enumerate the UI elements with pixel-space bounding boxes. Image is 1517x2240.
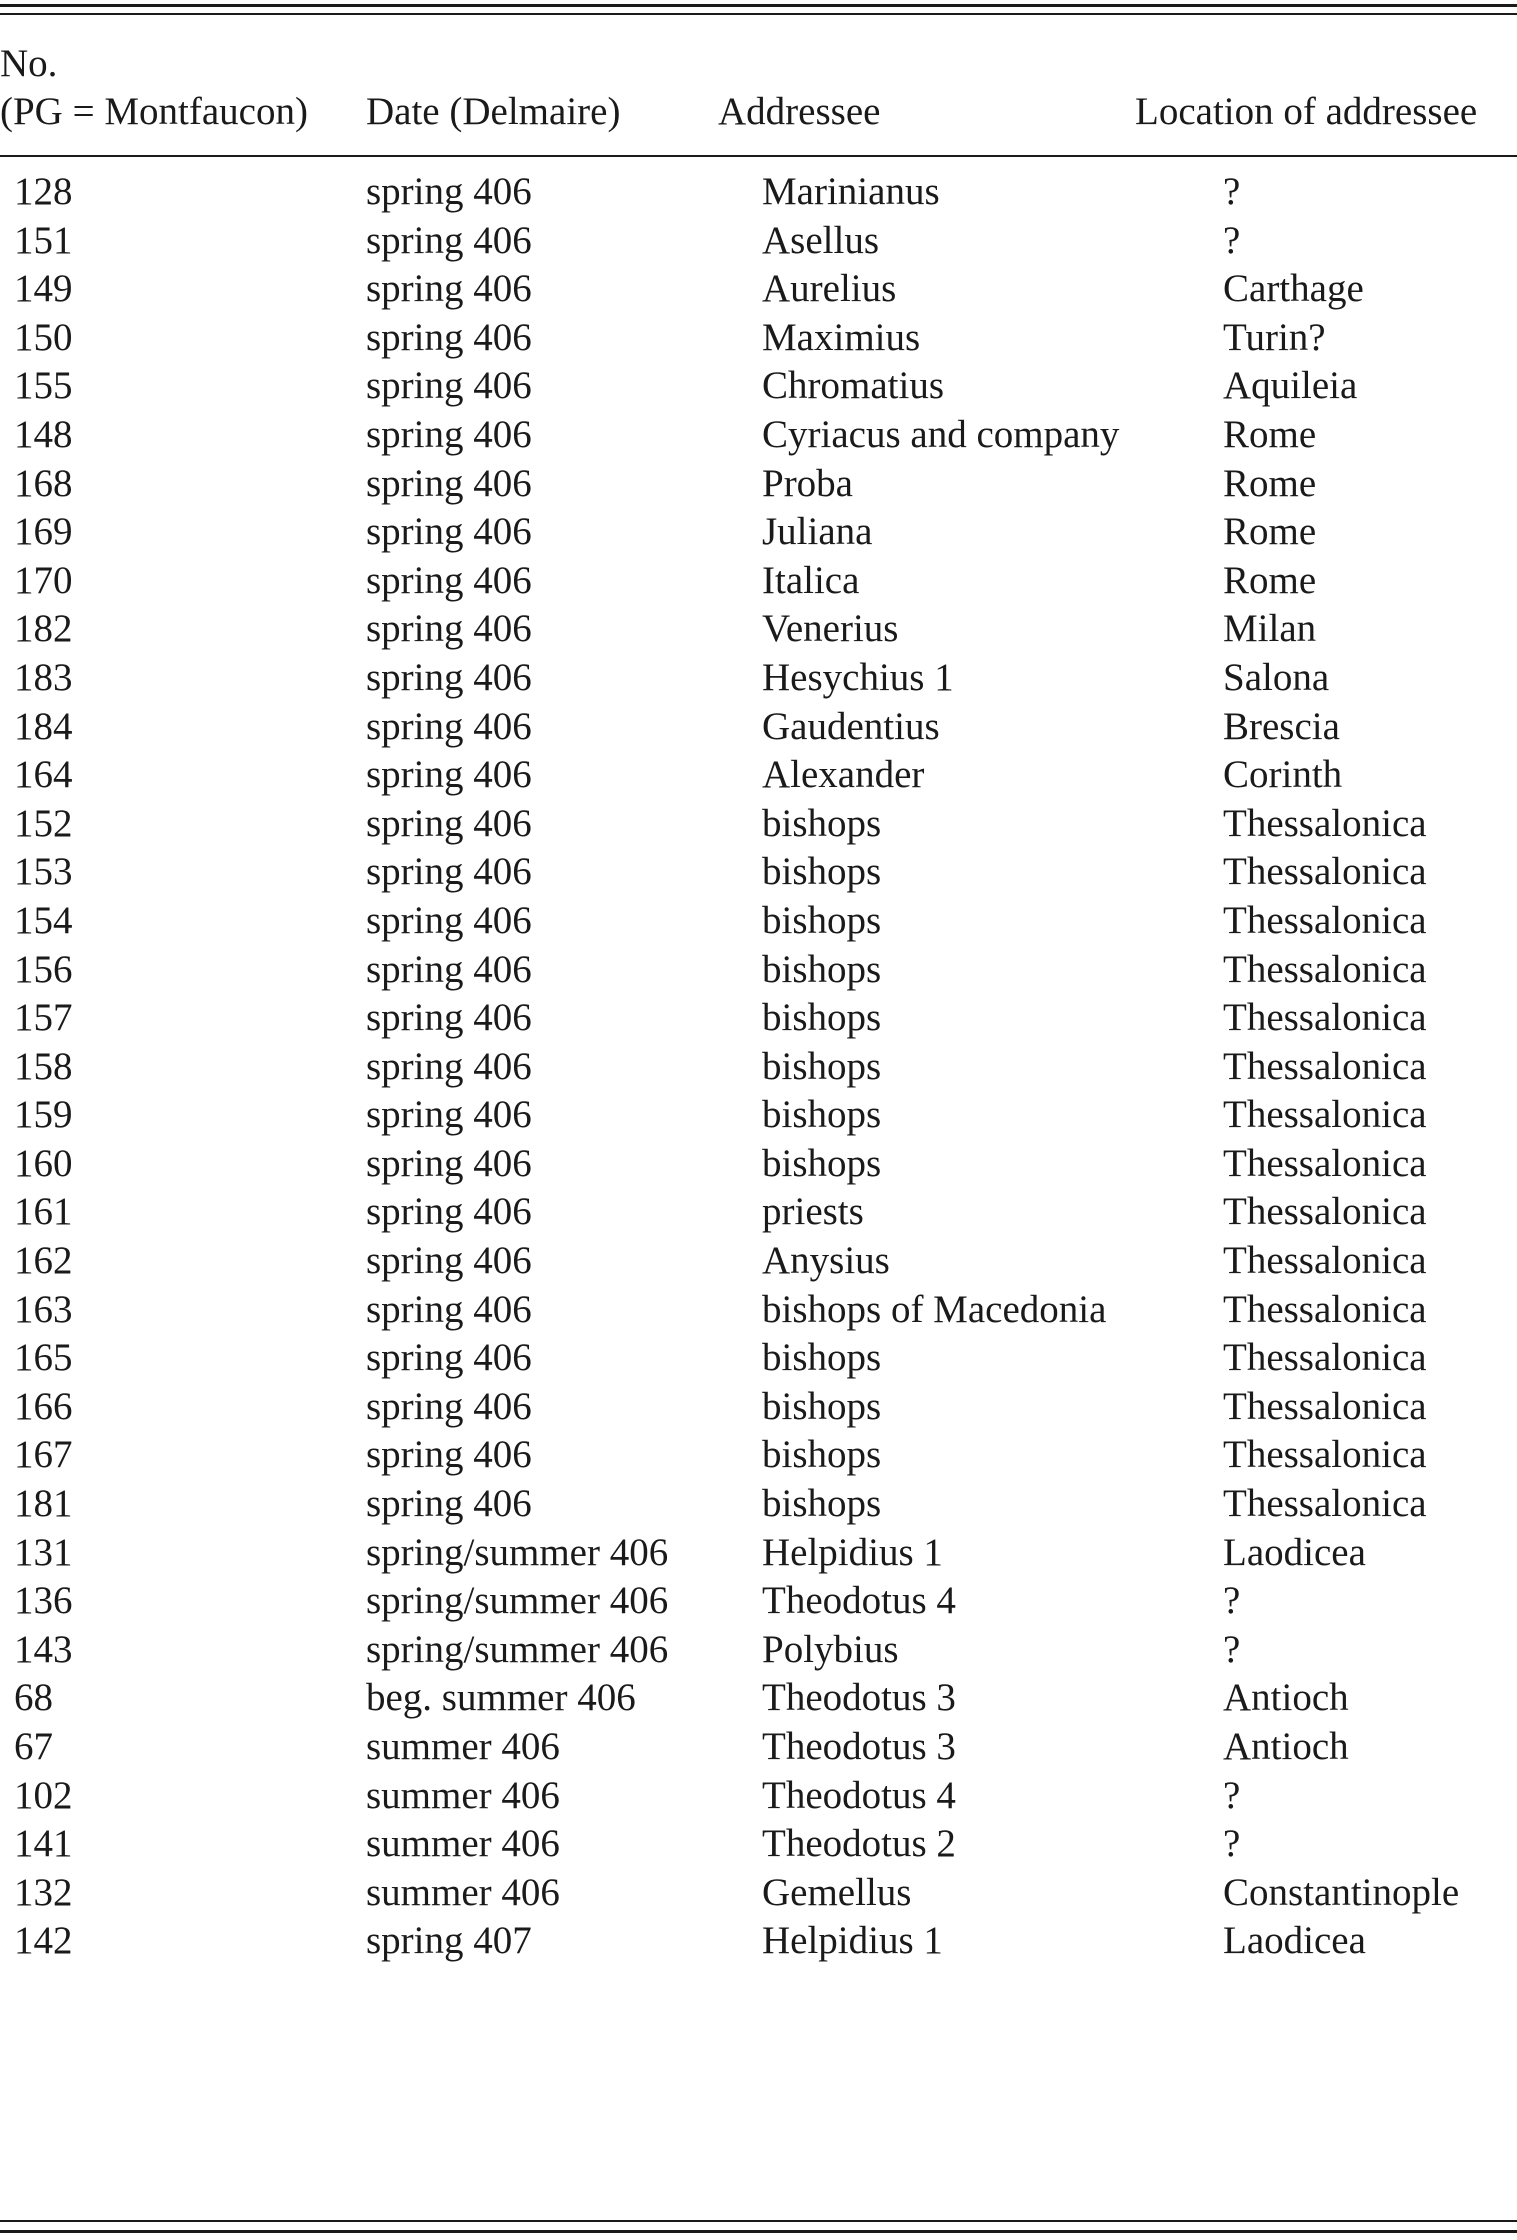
cell-date: spring 406: [366, 1190, 532, 1234]
table-row: [0, 1480, 1517, 1529]
cell-no: 154: [14, 898, 73, 942]
table-row: [0, 1820, 1517, 1869]
cell-location: ?: [1223, 1822, 1241, 1866]
cell-date: summer 406: [366, 1725, 560, 1768]
table-row: [0, 946, 1517, 995]
cell-location: Thessalonica: [1223, 1044, 1427, 1088]
cell-location: Thessalonica: [1223, 947, 1427, 991]
cell-date: summer 406: [366, 1773, 560, 1817]
cell-location: Thessalonica: [1223, 1384, 1427, 1428]
table-row: [0, 1723, 1517, 1772]
cell-date: spring 406: [366, 1239, 532, 1283]
cell-no: 151: [14, 218, 73, 262]
cell-no: 184: [14, 704, 73, 748]
table-row: [0, 1140, 1517, 1189]
cell-no: 166: [14, 1384, 73, 1428]
header-no-line2: (PG = Montfaucon): [0, 90, 308, 133]
cell-addressee: Juliana: [762, 510, 873, 554]
cell-no: 164: [14, 753, 73, 797]
cell-date: spring 407: [366, 1919, 532, 1963]
cell-addressee: Gaudentius: [762, 704, 940, 748]
top-rule-inner: [0, 13, 1517, 15]
cell-no: 183: [14, 655, 73, 699]
table-row: [0, 800, 1517, 849]
cell-date: spring 406: [366, 1287, 532, 1331]
header-date: Date (Delmaire): [366, 90, 621, 133]
cell-addressee: bishops: [762, 1336, 882, 1380]
cell-date: spring 406: [366, 996, 532, 1040]
cell-date: spring 406: [366, 753, 532, 797]
cell-addressee: bishops: [762, 898, 882, 942]
cell-date: spring 406: [366, 655, 532, 699]
cell-addressee: bishops: [762, 1044, 882, 1088]
table-row: [0, 168, 1517, 217]
cell-addressee: Helpidius 1: [762, 1919, 943, 1963]
table-row: [0, 1286, 1517, 1335]
cell-date: beg. summer 406: [366, 1676, 636, 1720]
table-row: [0, 1577, 1517, 1626]
cell-addressee: bishops: [762, 850, 882, 894]
cell-date: summer 406: [366, 1822, 560, 1866]
cell-no: 150: [14, 315, 73, 359]
cell-location: Thessalonica: [1223, 1190, 1427, 1234]
header-addressee: Addressee: [718, 90, 881, 133]
cell-date: spring 406: [366, 364, 532, 408]
bottom-rule: [0, 2220, 1517, 2222]
cell-addressee: bishops: [762, 1482, 882, 1526]
cell-location: ?: [1223, 1579, 1241, 1623]
cell-addressee: bishops: [762, 1141, 882, 1185]
cell-location: Thessalonica: [1223, 1336, 1427, 1380]
cell-location: Thessalonica: [1223, 1239, 1427, 1283]
cell-addressee: Marinianus: [762, 170, 940, 213]
table-row: [0, 411, 1517, 460]
cell-addressee: Aurelius: [762, 267, 897, 311]
cell-location: ?: [1223, 170, 1241, 213]
cell-no: 136: [14, 1579, 73, 1623]
cell-date: spring 406: [366, 1482, 532, 1526]
top-rule: [0, 4, 1517, 7]
table-body: [0, 168, 1517, 1966]
cell-date: spring 406: [366, 704, 532, 748]
table-row: [0, 654, 1517, 703]
cell-location: ?: [1223, 218, 1241, 262]
cell-date: spring 406: [366, 315, 532, 359]
cell-location: Thessalonica: [1223, 1287, 1427, 1331]
cell-no: 155: [14, 364, 73, 408]
table-row: [0, 217, 1517, 266]
cell-addressee: bishops: [762, 996, 882, 1040]
cell-addressee: bishops: [762, 1384, 882, 1428]
cell-addressee: Theodotus 3: [762, 1725, 956, 1768]
cell-addressee: bishops: [762, 1433, 882, 1477]
cell-location: Antioch: [1223, 1676, 1349, 1720]
table-row: [0, 605, 1517, 654]
cell-date: spring 406: [366, 1141, 532, 1185]
table-row: [0, 1383, 1517, 1432]
cell-no: 67: [14, 1725, 53, 1768]
cell-location: Rome: [1223, 412, 1317, 456]
cell-addressee: bishops: [762, 1093, 882, 1137]
cell-addressee: Italica: [762, 558, 860, 602]
cell-no: 148: [14, 412, 73, 456]
cell-date: spring 406: [366, 1093, 532, 1137]
cell-location: Brescia: [1223, 704, 1340, 748]
cell-date: spring 406: [366, 1044, 532, 1088]
cell-no: 149: [14, 267, 73, 311]
cell-no: 142: [14, 1919, 73, 1963]
table-row: [0, 265, 1517, 314]
cell-no: 160: [14, 1141, 73, 1185]
cell-date: spring/summer 406: [366, 1530, 669, 1574]
table-row: [0, 557, 1517, 606]
cell-no: 161: [14, 1190, 73, 1234]
header-location: Location of addressee: [1135, 90, 1478, 133]
table-row: [0, 314, 1517, 363]
bottom-rule-outer: [0, 2230, 1517, 2233]
cell-location: Thessalonica: [1223, 1093, 1427, 1137]
table-row: [0, 1334, 1517, 1383]
cell-location: Rome: [1223, 461, 1317, 505]
cell-location: ?: [1223, 1773, 1241, 1817]
cell-no: 157: [14, 996, 73, 1040]
table-row: [0, 1772, 1517, 1821]
cell-location: Carthage: [1223, 267, 1364, 311]
table-row: [0, 1431, 1517, 1480]
cell-location: ?: [1223, 1627, 1241, 1671]
table-row: [0, 508, 1517, 557]
cell-date: spring 406: [366, 801, 532, 845]
cell-no: 162: [14, 1239, 73, 1283]
cell-addressee: Anysius: [762, 1239, 890, 1283]
cell-location: Milan: [1223, 607, 1317, 651]
cell-no: 68: [14, 1676, 53, 1720]
cell-location: Thessalonica: [1223, 850, 1427, 894]
header-no-line1: No.: [0, 42, 58, 85]
header-rule: [0, 155, 1517, 157]
table-row: [0, 994, 1517, 1043]
cell-no: 153: [14, 850, 73, 894]
cell-date: spring 406: [366, 461, 532, 505]
cell-location: Laodicea: [1223, 1530, 1366, 1574]
table-row: [0, 1237, 1517, 1286]
cell-no: 132: [14, 1870, 73, 1914]
table-row: [0, 1917, 1517, 1966]
cell-location: Laodicea: [1223, 1919, 1366, 1963]
cell-addressee: Proba: [762, 461, 853, 505]
cell-no: 143: [14, 1627, 73, 1671]
cell-date: spring 406: [366, 510, 532, 554]
cell-date: summer 406: [366, 1870, 560, 1914]
cell-no: 182: [14, 607, 73, 651]
cell-date: spring 406: [366, 947, 532, 991]
cell-addressee: Gemellus: [762, 1870, 912, 1914]
table-row: [0, 1188, 1517, 1237]
cell-addressee: Alexander: [762, 753, 925, 797]
cell-no: 168: [14, 461, 73, 505]
table-row: [0, 1626, 1517, 1675]
cell-location: Constantinople: [1223, 1870, 1460, 1914]
cell-no: 181: [14, 1482, 73, 1526]
cell-addressee: Chromatius: [762, 364, 944, 408]
cell-location: Thessalonica: [1223, 898, 1427, 942]
cell-date: spring 406: [366, 1433, 532, 1477]
cell-addressee: Helpidius 1: [762, 1530, 943, 1574]
cell-no: 152: [14, 801, 73, 845]
cell-date: spring 406: [366, 412, 532, 456]
cell-date: spring 406: [366, 558, 532, 602]
cell-addressee: priests: [762, 1190, 864, 1234]
cell-location: Thessalonica: [1223, 801, 1427, 845]
table-row: [0, 460, 1517, 509]
cell-location: Turin?: [1223, 315, 1326, 359]
cell-date: spring 406: [366, 607, 532, 651]
cell-addressee: Theodotus 2: [762, 1822, 956, 1866]
cell-no: 102: [14, 1773, 73, 1817]
cell-no: 159: [14, 1093, 73, 1137]
cell-location: Rome: [1223, 510, 1317, 554]
table-row: [0, 848, 1517, 897]
cell-no: 169: [14, 510, 73, 554]
cell-addressee: bishops: [762, 947, 882, 991]
table-row: [0, 897, 1517, 946]
cell-location: Rome: [1223, 558, 1317, 602]
cell-addressee: Hesychius 1: [762, 655, 954, 699]
cell-addressee: Maximius: [762, 315, 921, 359]
cell-date: spring 406: [366, 218, 532, 262]
cell-location: Antioch: [1223, 1725, 1349, 1768]
cell-addressee: Polybius: [762, 1627, 899, 1671]
cell-date: spring/summer 406: [366, 1627, 669, 1671]
cell-no: 170: [14, 558, 73, 602]
table-row: [0, 1091, 1517, 1140]
cell-addressee: bishops: [762, 801, 882, 845]
cell-date: spring 406: [366, 170, 532, 213]
cell-no: 141: [14, 1822, 73, 1866]
table-row: [0, 751, 1517, 800]
cell-no: 158: [14, 1044, 73, 1088]
cell-location: Thessalonica: [1223, 1433, 1427, 1477]
table-row: [0, 362, 1517, 411]
cell-addressee: Theodotus 3: [762, 1676, 956, 1720]
table-row: [0, 1674, 1517, 1723]
table-row: [0, 703, 1517, 752]
cell-location: Thessalonica: [1223, 996, 1427, 1040]
cell-location: Corinth: [1223, 753, 1343, 797]
cell-date: spring 406: [366, 1384, 532, 1428]
cell-addressee: Venerius: [762, 607, 899, 651]
cell-date: spring 406: [366, 267, 532, 311]
cell-no: 131: [14, 1530, 73, 1574]
cell-location: Thessalonica: [1223, 1141, 1427, 1185]
table-row: [0, 1529, 1517, 1578]
cell-no: 167: [14, 1433, 73, 1477]
cell-addressee: Theodotus 4: [762, 1579, 956, 1623]
cell-location: Aquileia: [1223, 364, 1358, 408]
cell-date: spring/summer 406: [366, 1579, 669, 1623]
cell-addressee: bishops of Macedonia: [762, 1287, 1107, 1331]
cell-date: spring 406: [366, 1336, 532, 1380]
cell-date: spring 406: [366, 898, 532, 942]
cell-location: Salona: [1223, 655, 1330, 699]
cell-no: 163: [14, 1287, 73, 1331]
cell-no: 128: [14, 170, 73, 213]
cell-no: 156: [14, 947, 73, 991]
cell-addressee: Theodotus 4: [762, 1773, 956, 1817]
cell-location: Thessalonica: [1223, 1482, 1427, 1526]
table-row: [0, 1043, 1517, 1092]
cell-date: spring 406: [366, 850, 532, 894]
table-row: [0, 1869, 1517, 1918]
header-no: [0, 40, 308, 136]
cell-addressee: Asellus: [762, 218, 879, 262]
cell-no: 165: [14, 1336, 73, 1380]
cell-addressee: Cyriacus and company: [762, 412, 1120, 456]
